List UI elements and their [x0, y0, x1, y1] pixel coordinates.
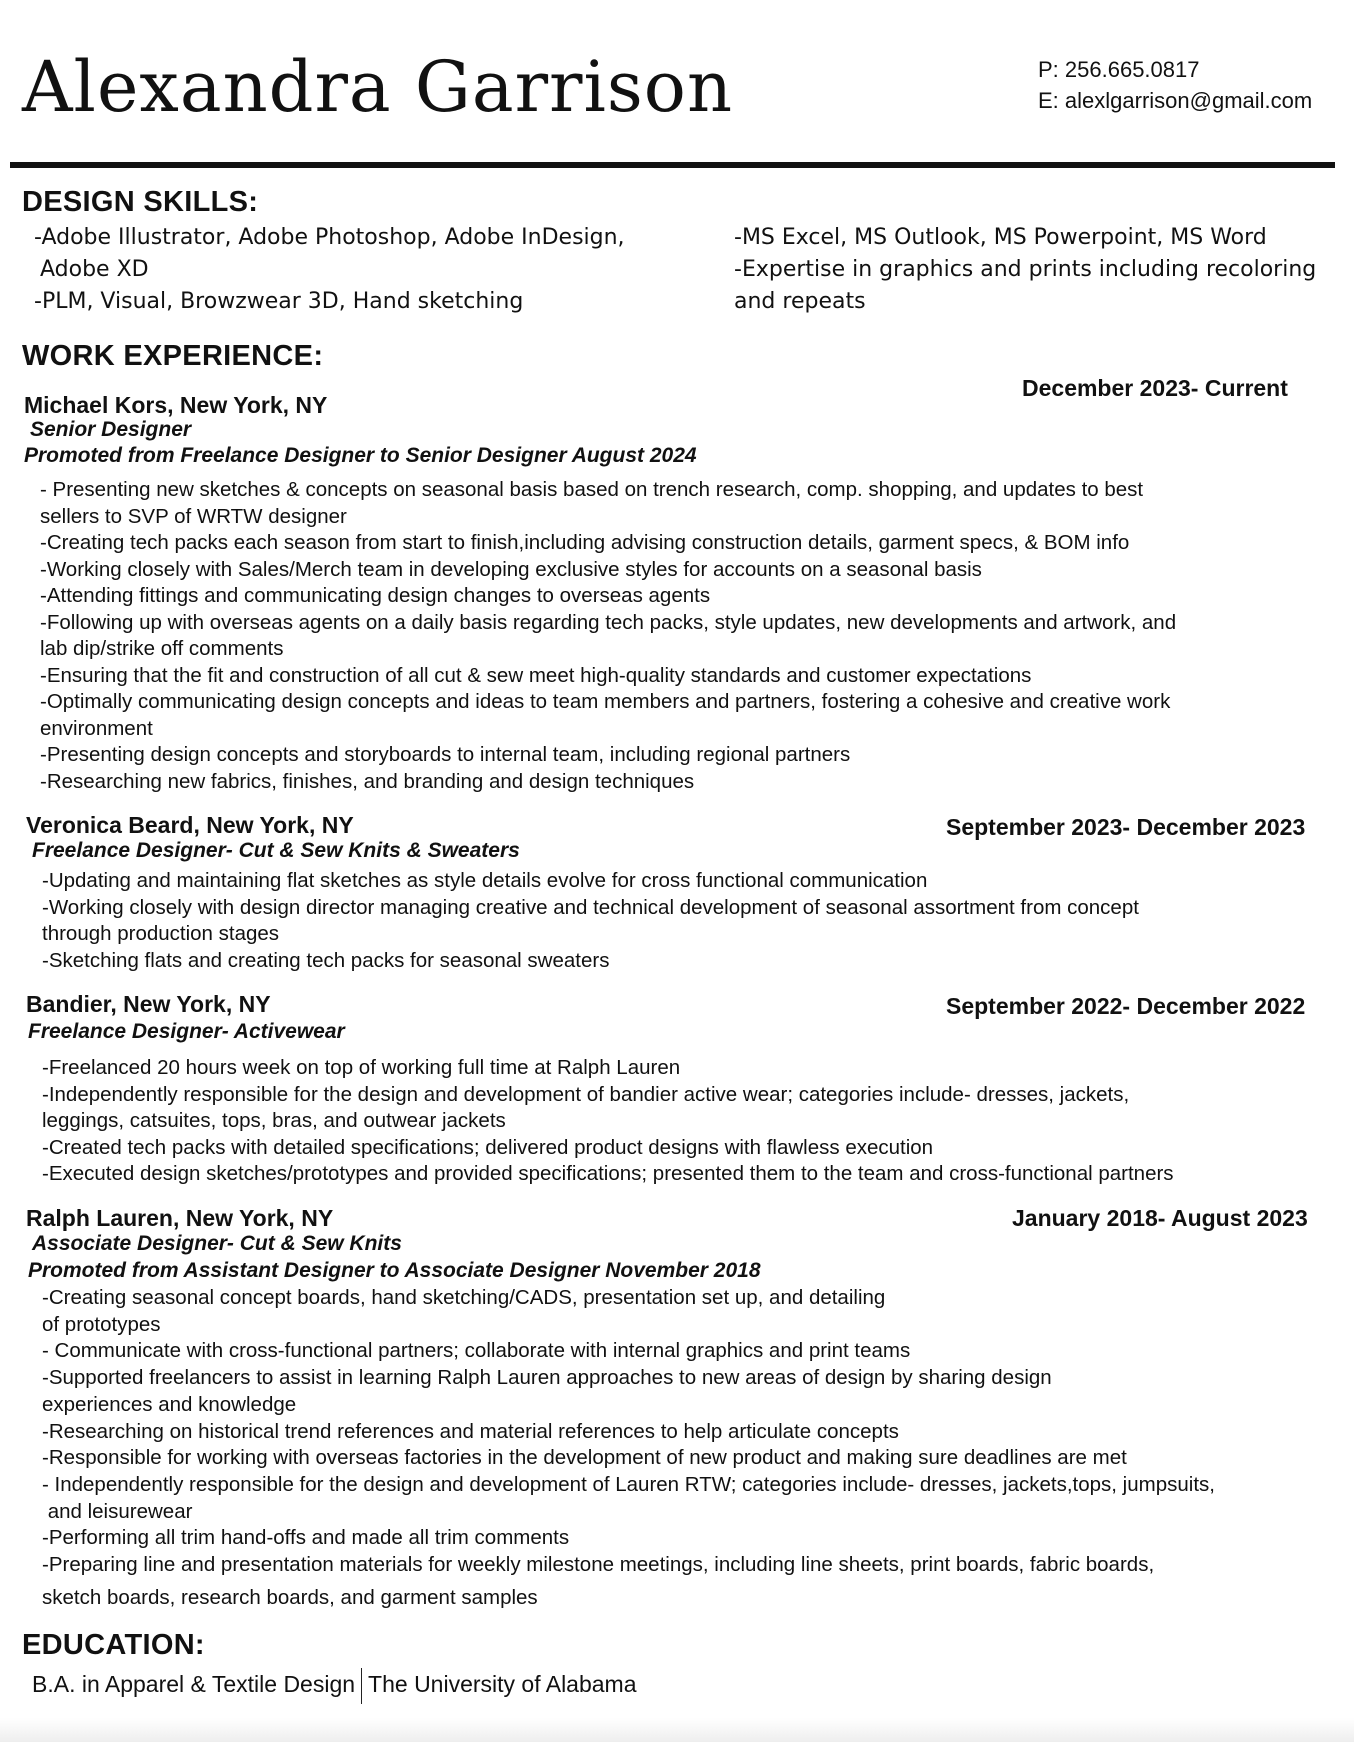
job-title: Freelance Designer- Cut & Sew Knits & Sweaters: [32, 839, 520, 862]
bullet-line: -Ensuring that the fit and construction of all cut & sew meet high-quality standards and customer expectations: [40, 663, 1032, 687]
phone-number: P: 256.665.0817: [1038, 57, 1200, 82]
bullet-line: -Presenting design concepts and storyboards to internal team, including regional partners: [40, 743, 851, 766]
bullet-line: -Performing all trim hand-offs and made all trim comments: [42, 1526, 570, 1550]
bullet-line: -Supported freelancers to assist in learning Ralph Lauren approaches to new areas of design by sharing design: [42, 1366, 1052, 1390]
bullet-line: -Researching on historical trend references and material references to help articulate concepts: [42, 1419, 899, 1443]
job-bullets: [42, 868, 1139, 974]
bullet-line: -Optimally communicating design concepts and ideas to team members and partners, fostering a cohesive and creative work: [40, 690, 1171, 713]
bullet-line: -Preparing line and presentation materials for weekly milestone meetings, including line sheets, print boards, fabric boards,: [42, 1553, 1155, 1577]
email-address: E: alexlgarrison@gmail.com: [1038, 88, 1313, 113]
job-bullets: [40, 477, 1176, 795]
bullet-line: -Updating and maintaining flat sketches as style details evolve for cross functional communication: [42, 869, 928, 892]
bullet-line: -Freelanced 20 hours week on top of working full time at Ralph Lauren: [42, 1056, 681, 1079]
skills-heading: DESIGN SKILLS:: [22, 186, 259, 218]
skill-line: -MS Excel, MS Outlook, MS Powerpoint, MS Word: [734, 225, 1267, 250]
promotion-note: Promoted from Freelance Designer to Senior Designer August 2024: [24, 444, 697, 467]
skill-line: -Expertise in graphics and prints including recoloring: [734, 257, 1317, 282]
skills-left-column: [34, 222, 625, 318]
bullet-line: - Presenting new sketches & concepts on seasonal basis based on trench research, comp. shopping, and updates to best: [40, 478, 1144, 501]
bullet-line: -Creating tech packs each season from start to finish,including advising construction details, garment specs, & BOM info: [40, 531, 1130, 554]
education-separator: [361, 1668, 362, 1704]
bullet-line: of prototypes: [42, 1312, 161, 1336]
company-name: Veronica Beard, New York, NY: [26, 812, 354, 838]
company-name: Bandier, New York, NY: [26, 991, 271, 1017]
bullet-line: leggings, catsuites, tops, bras, and outwear jackets: [42, 1109, 506, 1132]
company-name: Ralph Lauren, New York, NY: [26, 1205, 334, 1231]
company-name: Michael Kors, New York, NY: [24, 392, 328, 418]
bullet-line: -Creating seasonal concept boards, hand sketching/CADS, presentation set up, and detailing: [42, 1286, 886, 1309]
bullet-line: -Attending fittings and communicating design changes to overseas agents: [40, 584, 711, 607]
contact-info: [1038, 54, 1312, 116]
candidate-name: Alexandra Garrison: [22, 46, 734, 128]
skills-right-column: [734, 222, 1316, 318]
bullet-line: -Created tech packs with detailed specifications; delivered product designs with flawless execution: [42, 1135, 934, 1159]
bullet-line: and leisurewear: [42, 1499, 193, 1523]
page-bottom-shade: [0, 1718, 1354, 1742]
bullet-line: - Independently responsible for the design and development of Lauren RTW; categories include- dresses, jackets,tops, jumpsuits,: [42, 1472, 1215, 1496]
bullet-line: environment: [40, 716, 153, 740]
job-title: Senior Designer: [30, 418, 192, 441]
bullet-line: -Researching new fabrics, finishes, and branding and design techniques: [40, 769, 695, 793]
job-dates: December 2023- Current: [1022, 375, 1288, 401]
bullet-line: sketch boards, research boards, and garment samples: [42, 1585, 538, 1609]
education-heading: EDUCATION:: [22, 1629, 205, 1661]
promotion-note: Promoted from Assistant Designer to Associate Designer November 2018: [28, 1259, 761, 1282]
skill-line: and repeats: [734, 289, 866, 314]
degree: B.A. in Apparel & Textile Design: [32, 1671, 356, 1698]
bullet-line: -Working closely with design director managing creative and technical development of seasonal assortment from concept: [42, 895, 1139, 919]
job-title: Freelance Designer- Activewear: [28, 1020, 345, 1043]
job-title: Associate Designer- Cut & Sew Knits: [32, 1232, 402, 1255]
job-dates: January 2018- August 2023: [1012, 1205, 1308, 1231]
bullet-line: -Responsible for working with overseas factories in the development of new product and making sure deadlines are met: [42, 1446, 1127, 1470]
bullet-line: -Following up with overseas agents on a daily basis regarding tech packs, style updates, new developments and artwork, and: [40, 610, 1177, 634]
bullet-line: - Communicate with cross-functional partners; collaborate with internal graphics and print teams: [42, 1339, 911, 1363]
job-dates: September 2023- December 2023: [946, 814, 1306, 840]
skill-line: -PLM, Visual, Browzwear 3D, Hand sketching: [34, 289, 524, 314]
job-bullets: [42, 1285, 1215, 1611]
bullet-line: -Independently responsible for the design and development of bandier active wear; categories include- dresses, jackets,: [42, 1082, 1130, 1106]
school-name: The University of Alabama: [368, 1671, 637, 1698]
bullet-line: -Working closely with Sales/Merch team in developing exclusive styles for accounts on a seasonal basis: [40, 557, 982, 581]
bullet-line: through production stages: [42, 922, 280, 945]
work-heading: WORK EXPERIENCE:: [22, 340, 324, 372]
header-divider: [10, 162, 1335, 168]
bullet-line: sellers to SVP of WRTW designer: [40, 504, 347, 528]
job-dates: September 2022- December 2022: [946, 993, 1306, 1019]
job-bullets: [42, 1055, 1174, 1188]
bullet-line: -Executed design sketches/prototypes and provided specifications; presented them to the team and cross-functional partners: [42, 1162, 1174, 1185]
education-entry: [32, 1668, 637, 1704]
skill-line: Adobe XD: [40, 257, 149, 282]
bullet-line: lab dip/strike off comments: [40, 637, 284, 660]
skill-line: -Adobe Illustrator, Adobe Photoshop, Adobe InDesign,: [34, 225, 625, 250]
bullet-line: -Sketching flats and creating tech packs for seasonal sweaters: [42, 948, 610, 972]
bullet-line: experiences and knowledge: [42, 1392, 297, 1416]
